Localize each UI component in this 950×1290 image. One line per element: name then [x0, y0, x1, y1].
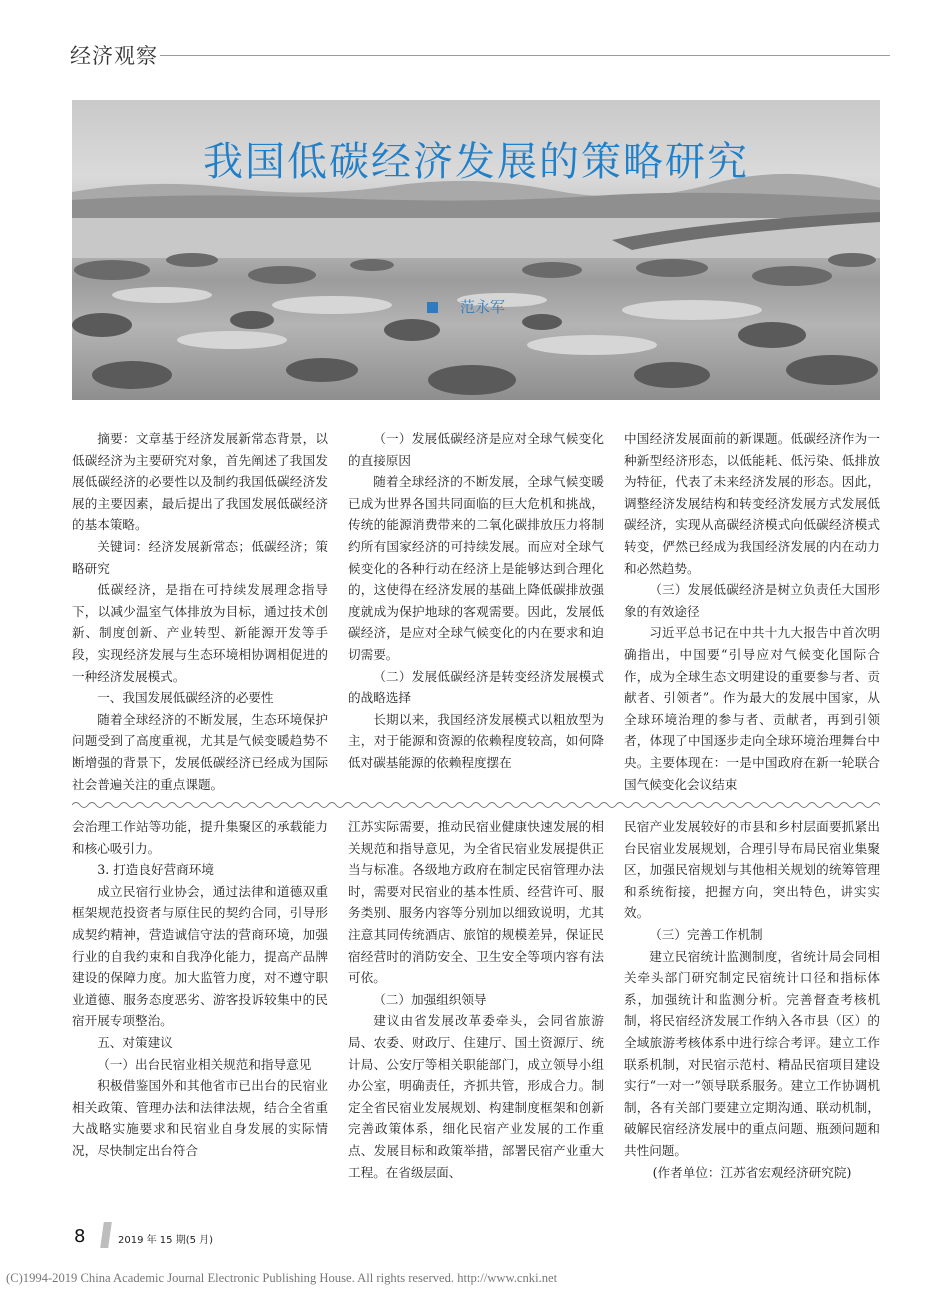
subsection-heading: （一）出台民宿业相关规范和指导意见: [97, 1056, 312, 1072]
header-rule: [160, 55, 890, 56]
paragraph: 中国经济发展面前的新课题。低碳经济作为一种新型经济形态，以低能耗、低污染、低排放为特征，代表了未来经济发展的形态。因此，调整经济发展结构和转变经济发展方式发展低碳经济，实现从高碳经济模式向低碳经济模式转变，俨然已经成为我国经济发展的内在动力和必然趋势。: [624, 431, 880, 576]
bottom-column-1: [72, 816, 328, 1162]
footer-bar: [100, 1222, 112, 1248]
paragraph: 低碳经济，是指在可持续发展理念指导下，以减少温室气体排放为目标，通过技术创新、制度创新、产业转型、新能源开发等手段，实现经济发展与生态环境相协调相促进的一种经济发展模式。: [72, 582, 328, 684]
author-marker-square: [427, 302, 438, 313]
copyright-line: (C)1994-2019 China Academic Journal Electronic Publishing House. All rights reserved. http://www.cnki.net: [6, 1271, 558, 1285]
top-column-3: [624, 428, 880, 795]
keywords: 关键词：经济发展新常态；低碳经济；策略研究: [72, 538, 328, 576]
paragraph: 建立民宿统计监测制度，省统计局会同相关牵头部门研究制定民宿统计口径和指标体系，加强统计和监测分析。完善督查考核机制，将民宿经济发展工作纳入各市县（区）的全域旅游考核体系中进行综合考评。建立工作联系机制，对民宿示范村、精品民宿项目建设实行“一对一”领导联系服务。建立工作协调机制，各有关部门要建立定期沟通、联动机制，破解民宿经济发展中的重点问题、瓶颈问题和共性问题。: [624, 948, 880, 1158]
section-heading: 一、我国发展低碳经济的必要性: [97, 690, 274, 706]
page-number: 8: [74, 1226, 86, 1247]
issue-info: 2019 年 15 期(5 月): [118, 1235, 214, 1246]
paragraph: 随着全球经济的不断发展，全球气候变暖已成为世界各国共同面临的巨大危机和挑战，传统的能源消费带来的二氧化碳排放压力将制约所有国家经济的可持续发展。而应对全球气候变化的各种行动在经济上是能够达到合理化的，这使得在经济发展的基础上降低碳排放强度就成为保护地球的客观需要。因此，发展低碳经济，是应对全球气候变化的内在要求和迫切需要。: [348, 474, 604, 662]
subsection-heading: 3. 打造良好营商环境: [97, 862, 214, 878]
subsection-heading: （二）发展低碳经济是转变经济发展模式的战略选择: [348, 668, 604, 706]
bottom-column-2: [348, 816, 604, 1183]
wavy-separator: [72, 799, 880, 811]
subsection-heading: （二）加强组织领导: [373, 991, 487, 1007]
paragraph: 建议由省发展改革委牵头，会同省旅游局、农委、财政厅、住建厅、国土资源厅、统计局、公安厅等相关职能部门，成立领导小组办公室，明确责任，齐抓共管，形成合力。制定全省民宿业发展规划、构建制度框架和创新完善政策体系，细化民宿产业发展的工作重点、发展目标和政策举措，部署民宿产业重大工程。在省级层面、: [348, 1013, 604, 1180]
author-line: [427, 296, 505, 317]
paragraph: 江苏实际需要，推动民宿业健康快速发展的相关规范和指导意见，为全省民宿业发展提供正当与标准。各级地方政府在制定民宿管理办法时，需要对民宿业的基本性质、经营许可、服务类别、服务内容等分别加以细致说明，尤其注意其同传统酒店、旅馆的规模差异，保证民宿经营时的消防安全、卫生安全等项内容有法可依。: [348, 819, 604, 986]
paragraph: 积极借鉴国外和其他省市已出台的民宿业相关政策、管理办法和法律法规，结合全省重大战略实施要求和民宿业自身发展的实际情况，尽快制定出台符合: [72, 1078, 328, 1158]
section-title: 经济观察: [70, 44, 158, 68]
author-name: 范永军: [460, 298, 506, 316]
subsection-heading: （一）发展低碳经济是应对全球气候变化的直接原因: [348, 431, 604, 468]
top-column-2: [348, 428, 604, 774]
paragraph: 习近平总书记在中共十九大报告中首次明确指出，中国要“引导应对气候变化国际合作，成为全球生态文明建设的重要参与者、贡献者、引领者”。作为最大的发展中国家，从全球环境治理的参与者、贡献者，再到引领者，体现了中国逐步走向全球环境治理舞台中央。主要体现在：一是中国政府在新一轮联合国气候变化会议结束: [624, 625, 880, 792]
subsection-heading: （三）发展低碳经济是树立负责任大国形象的有效途径: [624, 582, 880, 619]
article-title: 我国低碳经济发展的策略研究: [203, 139, 749, 185]
hero-banner: [72, 100, 880, 400]
top-column-1: [72, 428, 328, 795]
paragraph: 长期以来，我国经济发展模式以粗放型为主，对于能源和资源的依赖程度较高，如何降低对碳基能源的依赖程度摆在: [348, 711, 604, 770]
abstract: 摘要：文章基于经济发展新常态背景，以低碳经济为主要研究对象，首先阐述了我国发展低碳经济的必要性以及制约我国低碳经济发展的主要因素，最后提出了我国发展低碳经济的基本策略。: [72, 431, 328, 533]
bottom-column-3: [624, 816, 880, 1183]
section-heading: 五、对策建议: [97, 1034, 173, 1050]
paragraph: 随着全球经济的不断发展，生态环境保护问题受到了高度重视，尤其是气候变暖趋势不断增强的背景下，发展低碳经济已经成为国际社会普遍关注的重点课题。: [72, 711, 328, 792]
paragraph: 会治理工作站等功能，提升集聚区的承载能力和核心吸引力。: [72, 819, 328, 856]
subsection-heading: （三）完善工作机制: [649, 926, 763, 942]
paragraph: 成立民宿行业协会，通过法律和道德双重框架规范投资者与原住民的契约合同，引导形成契约精神，营造诚信守法的营商环境，加强行业的自我约束和自我净化能力，提高产品牌建设的保障力度。加大监管力度，对不遵守职业道德、服务态度恶劣、游客投诉较集中的民宿开展专项整治。: [72, 883, 328, 1029]
paragraph: 民宿产业发展较好的市县和乡村层面要抓紧出台民宿业发展规划，合理引导布局民宿业集聚区，加强民宿规划与其他相关规划的统筹管理和系统衔接，把握方向，突出特色，讲实实效。: [624, 819, 880, 921]
author-affiliation: (作者单位：江苏省宏观经济研究院): [652, 1164, 852, 1180]
